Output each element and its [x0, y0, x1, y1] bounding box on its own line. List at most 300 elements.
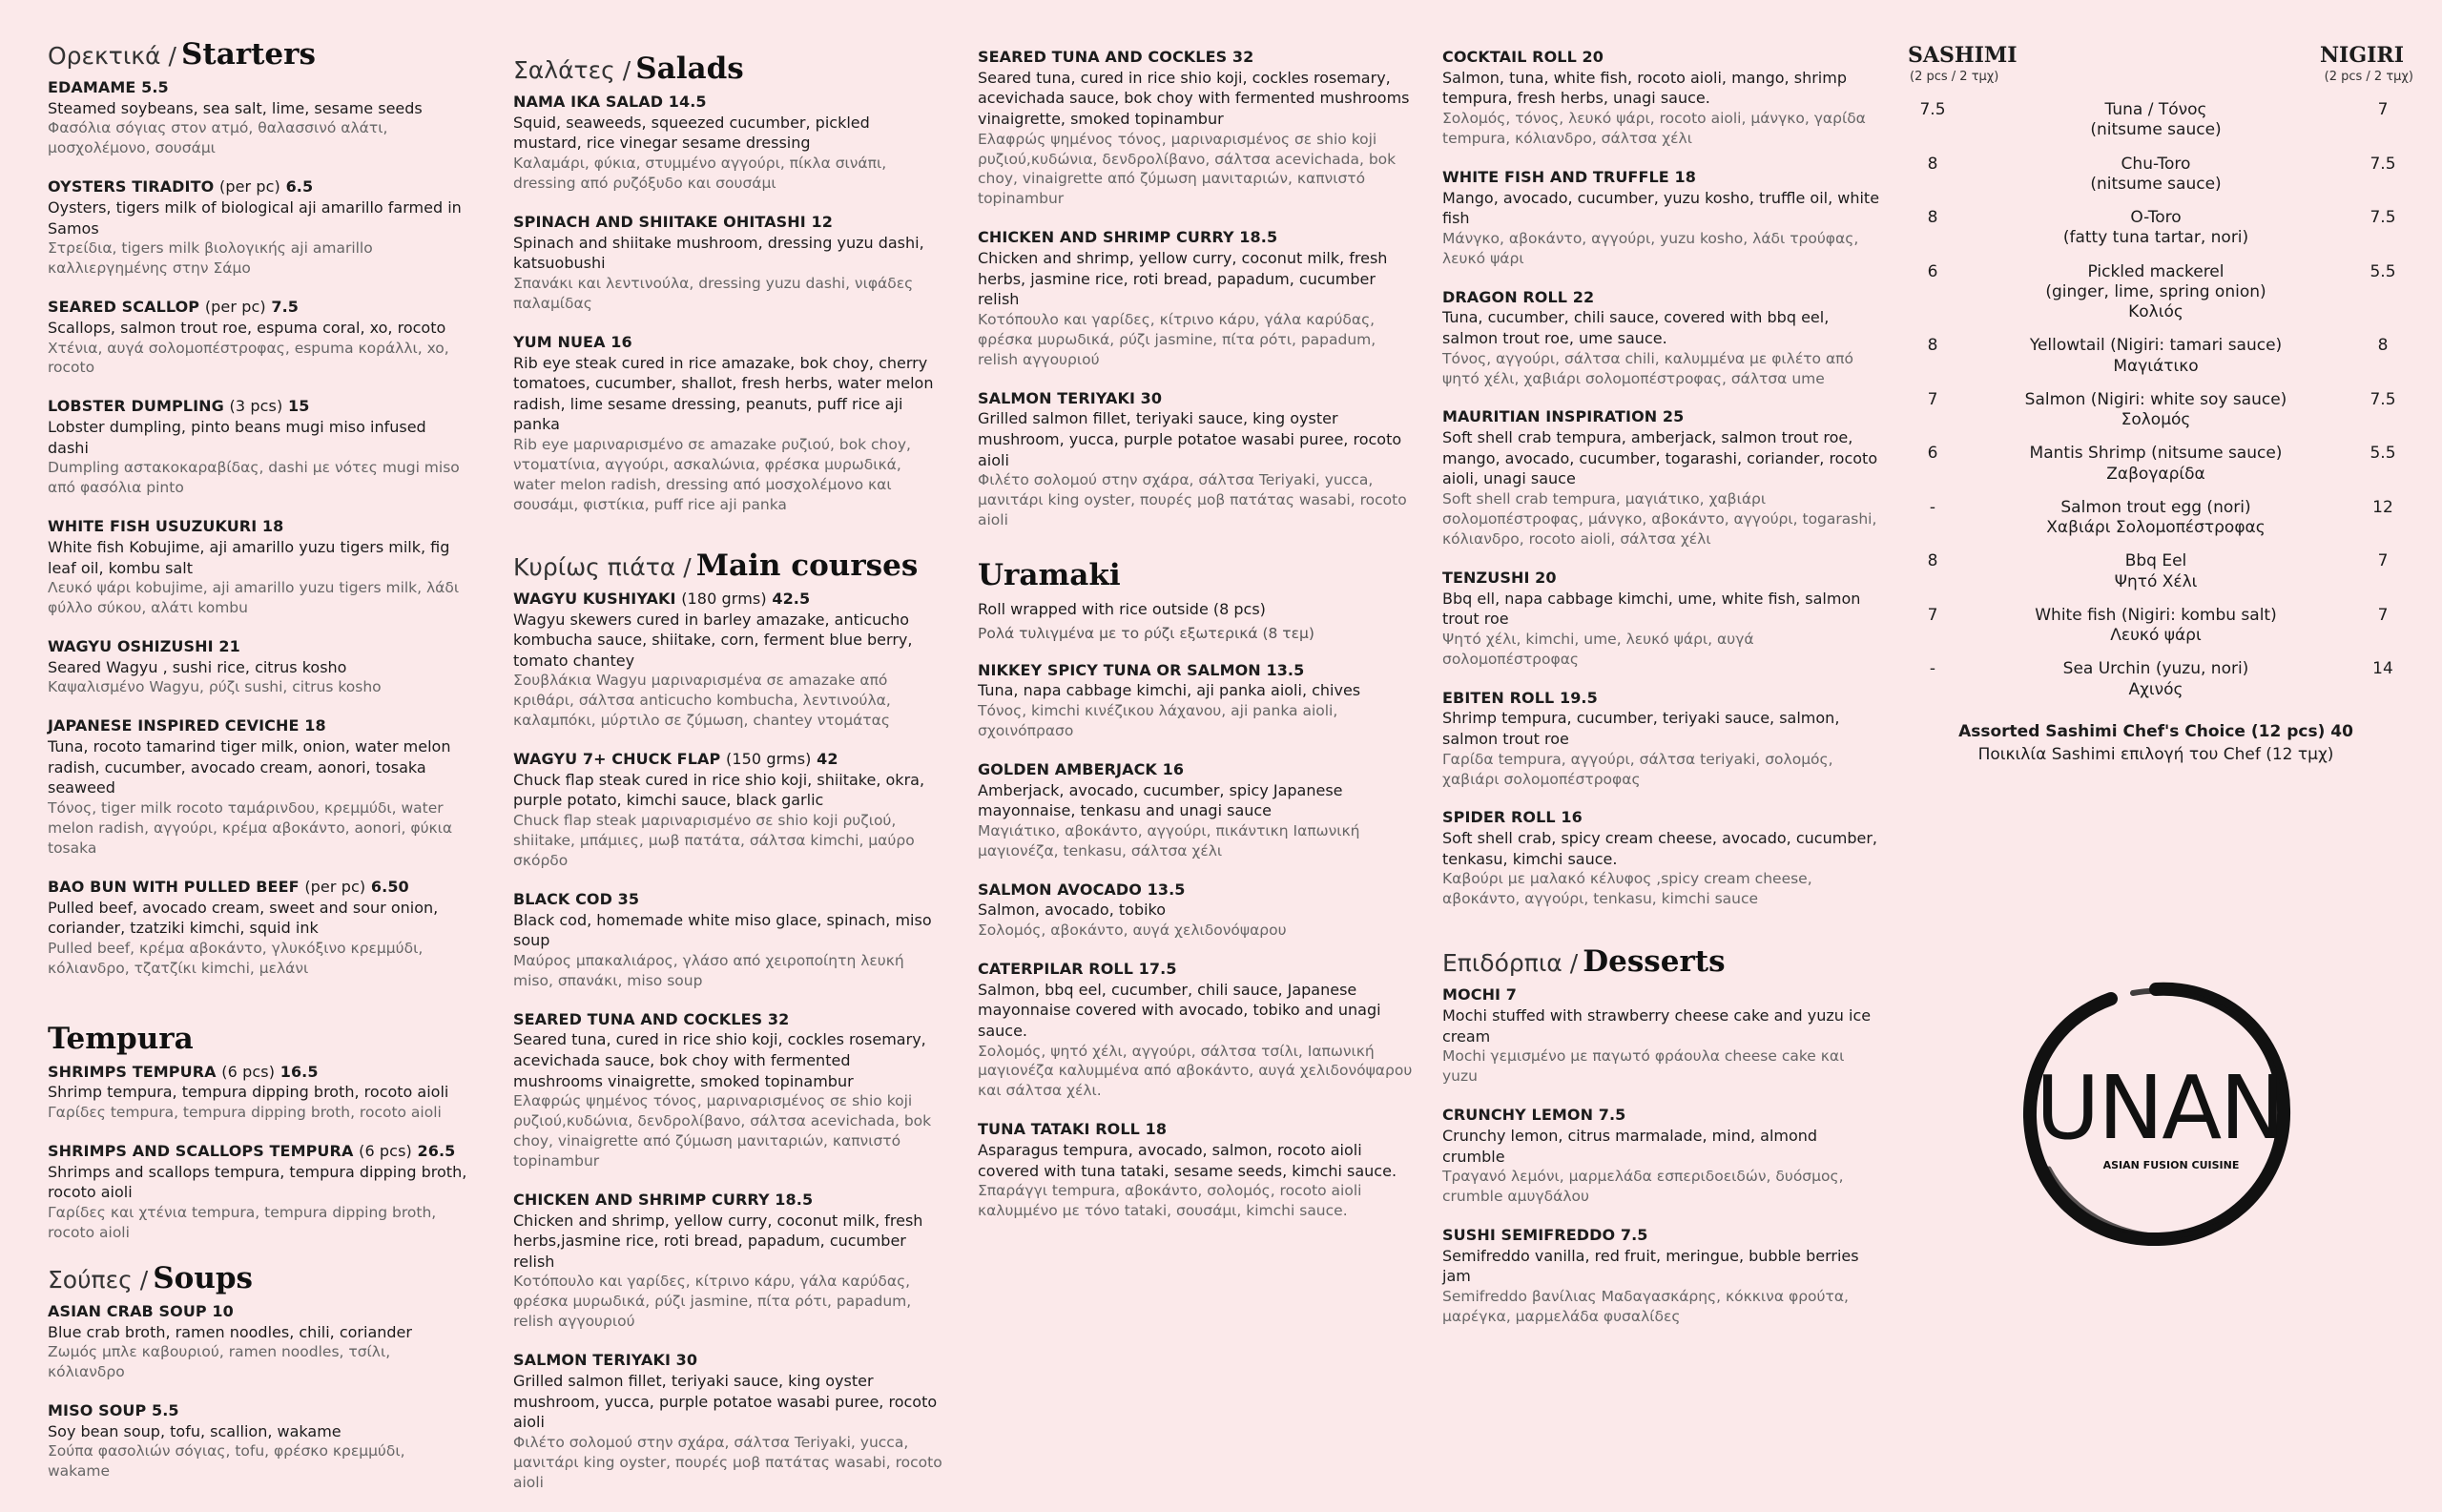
nigiri-price: 7 [2377, 100, 2389, 119]
menu-item-title: ASIAN CRAB SOUP 10 [48, 1301, 234, 1320]
menu-item-title: LOBSTER DUMPLING [48, 397, 224, 416]
menu-item-description-gr: Σουβλάκια Wagyu μαριναρισμένα σε amazake από κριθάρι, σάλτσα anticucho kombucha, λεντινούλα, καλαμπόκι, μύρτιλο σε ζύμωση, chantey ντομάτας [513, 672, 891, 730]
menu-item-title: NIKKEY SPICY TUNA OR SALMON 13.5 [978, 660, 1305, 679]
menu-item [48, 878, 467, 979]
section-title-en: Soups [153, 1260, 253, 1295]
menu-item [48, 1401, 467, 1481]
menu-item [1442, 288, 1881, 389]
uramaki-intro: Roll wrapped with rice outside (8 pcs) [978, 600, 1266, 619]
menu-item-price: 15 [287, 397, 310, 416]
sashimi-subheading: (2 pcs / 2 τμχ) [1910, 70, 1999, 84]
menu-item-title: OYSTERS TIRADITO [48, 177, 215, 197]
menu-item-description: Grilled salmon fillet, teriyaki sauce, king oyster mushroom, yucca, purple potatoe wasabi puree, rocoto aioli [978, 409, 1402, 469]
menu-item-description-gr: Mochi γεμισμένο με παγωτό φράουλα cheese cake και yuzu [1442, 1047, 1845, 1086]
menu-item-name [978, 389, 1417, 409]
nigiri-price: 7.5 [2370, 208, 2396, 227]
menu-item-title: TUNA TATAKI ROLL 18 [978, 1120, 1168, 1139]
menu-item-name [513, 1351, 942, 1371]
menu-item-price: 42 [817, 750, 838, 769]
menu-item [978, 661, 1417, 741]
menu-item [978, 228, 1417, 369]
menu-item-description: Salmon, tuna, white fish, rocoto aioli, mango, shrimp tempura, fresh herbs, unagi sauce. [1442, 68, 1847, 108]
menu-item-name [978, 760, 1417, 780]
sashimi-price: 8 [1927, 154, 1938, 174]
menu-item-title: SALMON TERIYAKI 30 [513, 1351, 698, 1370]
menu-item-description: Grilled salmon fillet, teriyaki sauce, king oyster mushroom, yucca, purple potatoe wasabi puree, rocoto aioli [513, 1372, 938, 1432]
menu-item [48, 1063, 467, 1123]
menu-item-description: Lobster dumpling, pinto beans mugi miso infused dashi [48, 418, 426, 457]
sashimi-price: 8 [1927, 208, 1938, 227]
menu-item-name [1442, 1106, 1881, 1126]
section-title-starters [48, 38, 467, 71]
menu-item-title: SUSHI SEMIFREDDO 7.5 [1442, 1226, 1648, 1245]
section-title-gr: Κυρίως πιάτα / [513, 552, 692, 581]
sashimi-row [1898, 606, 2413, 647]
menu-item-description: Wagyu skewers cured in barley amazake, anticucho kombucha sauce, shiitake, corn, ferment blue berry, tomato chantey [513, 610, 913, 670]
menu-item-name [1442, 48, 1881, 68]
menu-item-name [978, 960, 1417, 980]
menu-item-description: Seared Wagyu , sushi rice, citrus kosho [48, 657, 347, 676]
menu-item-description-gr: Τόνος, tiger milk rocoto ταμάρινδου, κρεμμύδι, water melon radish, αγγούρι, κρέμα αβοκάντο, aonori, φύκια tosaka [48, 798, 453, 857]
column-salads-mains [513, 52, 942, 1512]
menu-item-title: COCKTAIL ROLL 20 [1442, 48, 1604, 66]
menu-item-name [513, 1010, 942, 1030]
menu-item-description-gr: Καψαλισμένο Wagyu, ρύζι sushi, citrus kosho [48, 678, 382, 696]
menu-item [513, 93, 942, 194]
sashimi-price: 7 [1927, 389, 1938, 409]
sashimi-row [1898, 262, 2413, 323]
menu-item [978, 389, 1417, 530]
menu-item [1442, 1106, 1881, 1207]
menu-item-description-gr: Semifreddo βανίλιας Μαδαγασκάρης, κόκκινα φρούτα, μαρέγκα, μαρμελάδα φυσαλίδες [1442, 1288, 1849, 1325]
menu-item [48, 1142, 467, 1243]
menu-item-description-gr: Φιλέτο σολομού στην σχάρα, σάλτσα Teriyaki, yucca, μανιτάρι king oyster, πουρές μοβ πατάτας wasabi, rocoto aioli [978, 471, 1407, 529]
sashimi-row [1898, 551, 2413, 592]
menu-item-description: Seared tuna, cured in rice shio koji, cockles rosemary, acevichada sauce, bok choy with fermented mushrooms vinaigrette, smoked topinambur [978, 68, 1410, 128]
nigiri-heading: NIGIRI [2319, 43, 2404, 68]
menu-item [1442, 407, 1881, 549]
assorted-title: Assorted Sashimi Chef's Choice (12 pcs) 40 [1958, 721, 2353, 741]
menu-item-name [513, 890, 942, 910]
menu-item-name [513, 93, 942, 113]
menu-item-description-gr: Φιλέτο σολομού στην σχάρα, σάλτσα Teriyaki, yucca, μανιτάρι king oyster, πουρές μοβ πατάτας wasabi, rocoto aioli [513, 1433, 942, 1491]
menu-item-price: 42.5 [772, 589, 811, 608]
assorted-sashimi [1898, 721, 2413, 767]
menu-item-name [48, 878, 467, 898]
menu-item [513, 590, 942, 731]
menu-item-title: SALMON TERIYAKI 30 [978, 388, 1163, 407]
menu-item-name [978, 880, 1417, 901]
menu-item-description: Squid, seaweeds, squeezed cucumber, pickled mustard, rice vinegar sesame dressing [513, 113, 870, 153]
menu-item-description: Salmon, avocado, tobiko [978, 901, 1167, 920]
starters-list [48, 78, 467, 978]
menu-item-title: WAGYU OSHIZUSHI 21 [48, 637, 240, 656]
menu-item-name [1442, 808, 1881, 828]
menu-item-description-gr: Στρείδια, tigers milk βιολογικής aji amarillo καλλιεργημένης στην Σάμο [48, 239, 373, 278]
menu-item-description-gr: Τόνος, αγγούρι, σάλτσα chili, καλυμμένα με φιλέτο από ψητό χέλι, χαβιάρι σολομοπέστροφας, σάλτσα ume [1442, 349, 1853, 387]
menu-item-title: EBITEN ROLL 19.5 [1442, 688, 1598, 707]
menu-item-name [48, 78, 467, 98]
menu-item-name [48, 1302, 467, 1322]
section-title-gr: Σούπες / [48, 1265, 149, 1294]
menu-item-description-gr: Κοτόπουλο και γαρίδες, κίτρινο κάρυ, γάλα καρύδας, φρέσκα μυρωδικά, ρύζι jasmine, πίτα ρότι, papadum, relish αγγουριού [513, 1273, 912, 1331]
menu-item-title: CRUNCHY LEMON 7.5 [1442, 1106, 1626, 1125]
menu-item-description-gr: Γαρίδα tempura, αγγούρι, σάλτσα teriyaki, σολομός, χαβιάρι σολομοπέστροφας [1442, 750, 1833, 788]
menu-item-name [513, 590, 942, 610]
menu-item-name [48, 1401, 467, 1421]
menu-item [513, 213, 942, 314]
menu-item-description-gr: Φασόλια σόγιας στον ατμό, θαλασσινό αλάτι, μοσχολέμονο, σουσάμι [48, 119, 388, 157]
menu-item-name [1442, 407, 1881, 427]
menu-item-title: BAO BUN WITH PULLED BEEF [48, 877, 300, 896]
menu-item-description-gr: Σολομός, ψητό χέλι, αγγούρι, σάλτσα τσίλι, Ιαπωνική μαγιονέζα καλυμμένα από αβοκάντο, αυγά χελιδονόψαρου και σάλτσα χέλι. [978, 1042, 1413, 1100]
menu-item-description-gr: Μαύρος μπακαλιάρος, γλάσο από χειροποίητη λευκή miso, σπανάκι, miso soup [513, 951, 904, 989]
sashimi-row [1898, 100, 2413, 141]
menu-item-description: Crunchy lemon, citrus marmalade, mind, almond crumble [1442, 1127, 1818, 1166]
menu-item-price: 7.5 [271, 298, 300, 317]
menu-item-price: 16.5 [279, 1062, 319, 1081]
menu-item-title: WHITE FISH AND TRUFFLE 18 [1442, 167, 1696, 186]
menu-item [513, 890, 942, 991]
menu-item-name [1442, 569, 1881, 589]
menu-item-description: Soft shell crab, spicy cream cheese, avocado, cucumber, tenkasu, kimchi sauce. [1442, 829, 1877, 868]
menu-item-description-gr: Μαγιάτικο, αβοκάντο, αγγούρι, πικάντικη Ιαπωνική μαγιονέζα, tenkasu, σάλτσα χέλι [978, 821, 1360, 860]
salads-list [513, 93, 942, 515]
section-title-en: Salads [635, 52, 744, 86]
column-uramaki [978, 48, 1417, 1240]
menu-item-description: Spinach and shiitake mushroom, dressing yuzu dashi, katsuobushi [513, 233, 924, 273]
fish-name: Bbq Eel Ψητό Χέλι [2114, 551, 2198, 591]
menu-item-description-gr: Τόνος, kimchi κινέζικου λάχανου, aji panka aioli, σχοινόπρασο [978, 701, 1338, 739]
logo-tagline: ASIAN FUSION CUISINE [2102, 1159, 2240, 1171]
section-title-en: Tempura [48, 1021, 194, 1056]
menu-item-description-gr: Ελαφρώς ψημένος τόνος, μαριναρισμένος σε shio koji ρυζιού,κυδώνια, δενδρολίβανο, σάλτσα acevichada, bok choy, vinaigrette από ζύμωση μανιταριών, καπνιστό topinambur [978, 130, 1397, 208]
menu-item-title: SEARED TUNA AND COCKLES 32 [978, 48, 1254, 66]
sashimi-row [1898, 336, 2413, 377]
fish-name: Salmon (Nigiri: white soy sauce) Σολομός [2024, 389, 2287, 429]
menu-item-name [978, 1120, 1417, 1140]
menu-item-description: Steamed soybeans, sea salt, lime, sesame seeds [48, 98, 423, 117]
sashimi-row [1898, 390, 2413, 431]
column-starters [48, 38, 467, 1501]
menu-item-name [1442, 689, 1881, 709]
menu-item-description: Chicken and shrimp, yellow curry, coconut milk, fresh herbs, jasmine rice, roti bread, papadum, cucumber relish [978, 249, 1388, 309]
menu-item [48, 78, 467, 158]
nigiri-price: 12 [2372, 497, 2393, 517]
main-list [513, 590, 942, 1493]
menu-item-description: Chicken and shrimp, yellow curry, coconut milk, fresh herbs,jasmine rice, roti bread, papadum, cucumber relish [513, 1211, 923, 1271]
menu-item-title: YUM NUEA 16 [513, 332, 632, 351]
fish-name: Mantis Shrimp (nitsume sauce) Ζαβογαρίδα [2029, 444, 2283, 484]
section-title-tempura [48, 1023, 467, 1055]
section-title-desserts [1442, 945, 1881, 978]
menu-item-title: MAURITIAN INSPIRATION 25 [1442, 407, 1685, 426]
menu-item-title: SEARED SCALLOP [48, 298, 200, 317]
fish-name: White fish (Nigiri: kombu salt) Λευκό ψάρι [2035, 605, 2277, 645]
menu-item-description-gr: Καβούρι με μαλακό κέλυφος ,spicy cream cheese, αβοκάντο, αγγούρι, tenkasu, kimchi sauce [1442, 870, 1812, 908]
menu-item-name [513, 1191, 942, 1211]
nigiri-price: 5.5 [2370, 261, 2396, 281]
menu-item-description-gr: Τραγανό λεμόνι, μαρμελάδα εσπεριδοειδών, δυόσμος, crumble αμυγδάλου [1442, 1168, 1844, 1206]
menu-item-description-gr: Ζωμός μπλε καβουριού, ramen noodles, τσίλι, κόλιανδρο [48, 1343, 391, 1381]
sashimi-row [1898, 498, 2413, 539]
menu-item-name [48, 298, 467, 318]
sashimi-price: 6 [1927, 261, 1938, 281]
menu-item-description: Tuna, napa cabbage kimchi, aji panka aioli, chives [978, 681, 1361, 700]
sashimi-row [1898, 659, 2413, 700]
menu-item-description: Black cod, homemade white miso glace, spinach, miso soup [513, 910, 932, 950]
menu-item-description: Soy bean soup, tofu, scallion, wakame [48, 1421, 341, 1440]
sashimi-price: 8 [1927, 551, 1938, 571]
menu-item [48, 637, 467, 697]
menu-item-title: SHRIMPS TEMPURA [48, 1062, 217, 1081]
section-title-salads [513, 52, 942, 85]
menu-item-portion: (180 grms) [681, 589, 767, 608]
menu-item [48, 397, 467, 498]
menu-item-description-gr: Γαρίδες tempura, tempura dipping broth, rocoto aioli [48, 1104, 442, 1122]
menu-item-portion: (per pc) [304, 877, 366, 896]
menu-item-description-gr: Σούπα φασολιών σόγιας, tofu, φρέσκο κρεμμύδι, wakame [48, 1442, 405, 1481]
menu-item-description: Scallops, salmon trout roe, espuma coral, xo, rocoto [48, 318, 446, 337]
menu-item [978, 760, 1417, 861]
column-sashimi-nigiri [1898, 43, 2413, 766]
menu-item-title: TENZUSHI 20 [1442, 568, 1557, 587]
nigiri-price: 14 [2372, 659, 2393, 679]
col3-top-list [978, 48, 1417, 530]
menu-item-description-gr: Σπαράγγι tempura, αβοκάντο, σολομός, rocoto aioli καλυμμένο με τόνο tataki, σουσάμι, kimchi sauce. [978, 1182, 1362, 1220]
menu-item-title: CHICKEN AND SHRIMP CURRY 18.5 [513, 1190, 814, 1209]
menu-item-title: SPIDER ROLL 16 [1442, 808, 1583, 827]
menu-item-description: White fish Kobujime, aji amarillo yuzu tigers milk, fig leaf oil, kombu salt [48, 538, 450, 577]
section-title-uramaki [978, 559, 1417, 591]
menu-item-name [48, 517, 467, 537]
section-title-en: Main courses [695, 548, 919, 583]
menu-item-description-gr: Chuck flap steak μαριναρισμένο σε shio koji ρυζιού, shiitake, μπάμιες, μωβ πατάτα, σάλτσα kimchi, μαύρο σκόρδο [513, 812, 915, 869]
menu-item-description: Tuna, rocoto tamarind tiger milk, onion, water melon radish, cucumber, avocado cream, aonori, tosaka seaweed [48, 737, 451, 797]
menu-item-title: DRAGON ROLL 22 [1442, 287, 1595, 306]
fish-name: Salmon trout egg (nori) Χαβιάρι Σολομοπέστροφας [2046, 497, 2266, 537]
sashimi-heading: SASHIMI [1908, 43, 2018, 68]
section-title-soups [48, 1262, 467, 1295]
sashimi-price: 7.5 [1919, 100, 1946, 119]
menu-item-name [1442, 985, 1881, 1005]
menu-item-description: Mochi stuffed with strawberry cheese cake and yuzu ice cream [1442, 1006, 1872, 1046]
menu-item-description: Shrimp tempura, tempura dipping broth, rocoto aioli [48, 1083, 449, 1102]
menu-item [1442, 689, 1881, 790]
menu-item-name [513, 750, 942, 770]
menu-item [48, 716, 467, 858]
menu-item-name [1442, 288, 1881, 308]
menu-item [48, 177, 467, 279]
uramaki-intro-gr: Ρολά τυλιγμένα με το ρύζι εξωτερικά (8 τεμ) [978, 624, 1314, 642]
menu-item [48, 1302, 467, 1382]
menu-item-name [48, 177, 467, 197]
tempura-list [48, 1063, 467, 1243]
sashimi-price: - [1929, 659, 1936, 679]
fish-name: Sea Urchin (yuzu, nori) Αχινός [2062, 659, 2249, 699]
menu-item-name [48, 1063, 467, 1083]
sashimi-price: 7 [1927, 605, 1938, 625]
menu-item-title: NAMA IKA SALAD 14.5 [513, 93, 707, 112]
menu-item-description-gr: Dumpling αστακοκαραβίδας, dashi με νότες mugi miso από φασόλια pinto [48, 459, 460, 497]
desserts-list [1442, 985, 1881, 1326]
section-title-gr: Σαλάτες / [513, 56, 631, 84]
menu-item-price: 26.5 [417, 1141, 456, 1160]
nigiri-price: 8 [2377, 336, 2389, 356]
menu-item-title: JAPANESE INSPIRED CEVICHE 18 [48, 716, 326, 735]
menu-item-title: WHITE FISH USUZUKURI 18 [48, 517, 284, 536]
menu-item-title: SALMON AVOCADO 13.5 [978, 880, 1186, 899]
menu-item-description: Chuck flap steak cured in rice shio koji, shiitake, okra, purple potato, kimchi sauce, black garlic [513, 770, 925, 810]
menu-item-description-gr: Καλαμάρι, φύκια, στυμμένο αγγούρι, πίκλα σινάπι, dressing από ρυζόξυδο και σουσάμι [513, 155, 887, 192]
menu-item-name [48, 637, 467, 657]
menu-item-title: SEARED TUNA AND COCKLES 32 [513, 1009, 790, 1028]
menu-item [513, 1191, 942, 1332]
menu-item-description: Bbq ell, napa cabbage kimchi, ume, white fish, salmon trout roe [1442, 589, 1861, 629]
menu-item [513, 1010, 942, 1171]
nigiri-subheading: (2 pcs / 2 τμχ) [2324, 70, 2413, 84]
menu-item-portion: (6 pcs) [221, 1062, 276, 1081]
menu-item-description-gr: Σολομός, αβοκάντο, αυγά χελιδονόψαρου [978, 922, 1287, 940]
nigiri-price: 7.5 [2370, 389, 2396, 409]
menu-item-description: Shrimps and scallops tempura, tempura dipping broth, rocoto aioli [48, 1162, 467, 1202]
menu-item-name [513, 333, 942, 353]
menu-item [1442, 168, 1881, 269]
menu-item-name [978, 228, 1417, 248]
menu-item [48, 517, 467, 618]
menu-item [513, 1351, 942, 1492]
soups-list [48, 1302, 467, 1481]
menu-item-description: Pulled beef, avocado cream, sweet and sour onion, coriander, tzatziki kimchi, squid ink [48, 898, 439, 938]
menu-item-title: GOLDEN AMBERJACK 16 [978, 759, 1185, 778]
menu-item-description-gr: Λευκό ψάρι kobujime, aji amarillo yuzu tigers milk, λάδι φύλλο σύκου, αλάτι kombu [48, 579, 460, 617]
menu-item-description: Shrimp tempura, cucumber, teriyaki sauce, salmon, salmon trout roe [1442, 709, 1840, 749]
menu-item-description-gr: Pulled beef, κρέμα αβοκάντο, γλυκόξινο κρεμμύδι, κόλιανδρο, τζατζίκι kimchi, μελάνι [48, 939, 424, 977]
menu-item-name [978, 661, 1417, 681]
nigiri-price: 7 [2377, 605, 2389, 625]
menu-item-name [48, 716, 467, 736]
menu-item [1442, 808, 1881, 909]
unan-logo [2020, 978, 2292, 1250]
menu-item [978, 880, 1417, 941]
menu-item-title: MISO SOUP 5.5 [48, 1401, 179, 1420]
sashimi-price: - [1929, 497, 1936, 517]
menu-item-description-gr: Σπανάκι και λεντινούλα, dressing yuzu dashi, νιφάδες παλαμίδας [513, 274, 914, 312]
menu-item-title: MOCHI 7 [1442, 985, 1518, 1005]
menu-item [513, 333, 942, 515]
menu-item [1442, 48, 1881, 149]
menu-item-portion: (per pc) [219, 177, 280, 197]
menu-item-title: SPINACH AND SHIITAKE OHITASHI 12 [513, 212, 833, 231]
menu-item-description: Semifreddo vanilla, red fruit, meringue, bubble berries jam [1442, 1246, 1859, 1286]
menu-item-title: WAGYU KUSHIYAKI [513, 589, 676, 608]
menu-item-price: 6.5 [285, 177, 314, 197]
menu-item-portion: (per pc) [204, 298, 266, 317]
menu-item-name [48, 1142, 467, 1162]
fish-name: Yellowtail (Nigiri: tamari sauce) Μαγιάτικο [2029, 336, 2283, 376]
menu-item-title: EDAMAME 5.5 [48, 78, 169, 97]
menu-item-name [1442, 168, 1881, 188]
col4-list [1442, 48, 1881, 909]
sashimi-header [1898, 43, 2413, 100]
menu-item-portion: (6 pcs) [359, 1141, 412, 1160]
fish-name: Chu-Toro (nitsume sauce) [2090, 154, 2222, 194]
menu-item-name [1442, 1226, 1881, 1246]
menu-item-description-gr: Rib eye μαριναρισμένο σε amazake ρυζιού, bok choy, ντοματίνια, αγγούρι, ασκαλώνια, φρέσκα μυρωδικά, water melon radish, dressing από μοσχολέμονο και σουσάμι, φιστίκια, puff rice aji panka [513, 435, 911, 513]
menu-item-description: Mango, avocado, cucumber, yuzu kosho, truffle oil, white fish [1442, 188, 1880, 228]
menu-item-description: Amberjack, avocado, cucumber, spicy Japanese mayonnaise, tenkasu and unagi sauce [978, 780, 1343, 820]
section-title-gr: Επιδόρπια / [1442, 949, 1579, 978]
menu-item-description: Salmon, bbq eel, cucumber, chili sauce, Japanese mayonnaise covered with avocado, tobiko and unagi sauce. [978, 980, 1381, 1040]
menu-item-description-gr: Ψητό χέλι, kimchi, ume, λευκό ψάρι, αυγά σολομοπέστροφας [1442, 630, 1754, 668]
sashimi-price: 8 [1927, 336, 1938, 356]
section-title-en: Starters [180, 37, 316, 72]
menu-item-portion: (3 pcs) [229, 397, 283, 416]
menu-item [978, 48, 1417, 209]
menu-item-title: BLACK COD 35 [513, 889, 640, 908]
menu-item-description-gr: Σολομός, τόνος, λευκό ψάρι, rocoto aioli, μάνγκο, γαρίδα tempura, κόλιανδρο, σάλτσα χέλι [1442, 109, 1866, 147]
sashimi-row [1898, 444, 2413, 485]
menu-item-description: Blue crab broth, ramen noodles, chili, coriander [48, 1322, 412, 1341]
nigiri-price: 5.5 [2370, 444, 2396, 464]
menu-item [513, 750, 942, 871]
menu-item-description-gr: Κοτόπουλο και γαρίδες, κίτρινο κάρυ, γάλα καρύδας, φρέσκα μυρωδικά, ρύζι jasmine, πίτα ρότι, papadum, relish αγγουριού [978, 310, 1376, 368]
menu-item-description: Asparagus tempura, avocado, salmon, rocoto aioli covered with tuna tataki, sesame seeds, kimchi sauce. [978, 1141, 1397, 1180]
section-title-en: Uramaki [978, 557, 1121, 592]
menu-item-description: Tuna, cucumber, chili sauce, covered with bbq eel, salmon trout roe, ume sauce. [1442, 308, 1830, 348]
menu-item-portion: (150 grms) [726, 750, 812, 769]
menu-item-description: Soft shell crab tempura, amberjack, salmon trout roe, mango, avocado, cucumber, togarashi, coriander, rocoto aioli, unagi sauce [1442, 428, 1878, 488]
sashimi-row [1898, 208, 2413, 249]
section-title-main [513, 549, 942, 582]
menu-item-description: Rib eye steak cured in rice amazake, bok choy, cherry tomatoes, cucumber, shallot, fresh herbs, water melon radish, lime sesame dressing, peanuts, puff rice aji panka [513, 353, 934, 434]
uramaki-list [978, 661, 1417, 1222]
section-title-gr: Ορεκτικά / [48, 42, 176, 70]
menu-item-description: Seared tuna, cured in rice shio koji, cockles rosemary, acevichada sauce, bok choy with fermented mushrooms vinaigrette, smoked topinambur [513, 1030, 926, 1090]
menu-item-description-gr: Ελαφρώς ψημένος τόνος, μαριναρισμένος σε shio koji ρυζιού,κυδώνια, δενδρολίβανο, σάλτσα acevichada, bok choy, vinaigrette από ζύμωση μανιταριών, καπνιστό topinambur [513, 1092, 932, 1170]
menu-item-price: 6.50 [370, 877, 409, 896]
assorted-title-gr: Ποικιλία Sashimi επιλογή του Chef (12 τμχ) [1977, 744, 2334, 764]
menu-item-title: CATERPILAR ROLL 17.5 [978, 959, 1177, 978]
menu-item-title: CHICKEN AND SHRIMP CURRY 18.5 [978, 228, 1278, 247]
menu-item-name [48, 397, 467, 417]
menu-item-name [513, 213, 942, 233]
menu-item [1442, 569, 1881, 670]
sashimi-row [1898, 155, 2413, 196]
section-title-en: Desserts [1583, 944, 1726, 980]
menu-item [978, 1120, 1417, 1221]
menu-item [978, 960, 1417, 1101]
menu-item-title: SHRIMPS AND SCALLOPS TEMPURA [48, 1141, 354, 1160]
column-rolls-desserts [1442, 48, 1881, 1346]
fish-name: Tuna / Τόνος (nitsume sauce) [2090, 100, 2222, 140]
fish-name: O-Toro (fatty tuna tartar, nori) [2062, 208, 2249, 248]
menu-item-name [978, 48, 1417, 68]
sashimi-rows [1898, 100, 2413, 700]
menu-item [48, 298, 467, 378]
menu-item [1442, 985, 1881, 1087]
menu-item-description: Oysters, tigers milk of biological aji amarillo farmed in Samos [48, 198, 462, 238]
logo-wordmark: UNAN [2036, 1057, 2284, 1159]
menu-item-description-gr: Χτένια, αυγά σολομοπέστροφας, espuma κοράλλι, xo, rocoto [48, 339, 449, 377]
nigiri-price: 7.5 [2370, 154, 2396, 174]
menu-item-description-gr: Μάνγκο, αβοκάντο, αγγούρι, yuzu kosho, λάδι τρούφας, λευκό ψάρι [1442, 229, 1859, 267]
fish-name: Pickled mackerel (ginger, lime, spring onion) Κολιός [2045, 261, 2266, 321]
menu-item-description-gr: Γαρίδες και χτένια tempura, tempura dipping broth, rocoto aioli [48, 1203, 437, 1241]
menu-item [1442, 1226, 1881, 1327]
sashimi-price: 6 [1927, 444, 1938, 464]
menu-item-description-gr: Soft shell crab tempura, μαγιάτικο, χαβιάρι σολομοπέστροφας, μάνγκο, αβοκάντο, αγγούρι, togarashi, κόλιανδρο, rocoto aioli, σάλτσα χέλι [1442, 490, 1877, 548]
